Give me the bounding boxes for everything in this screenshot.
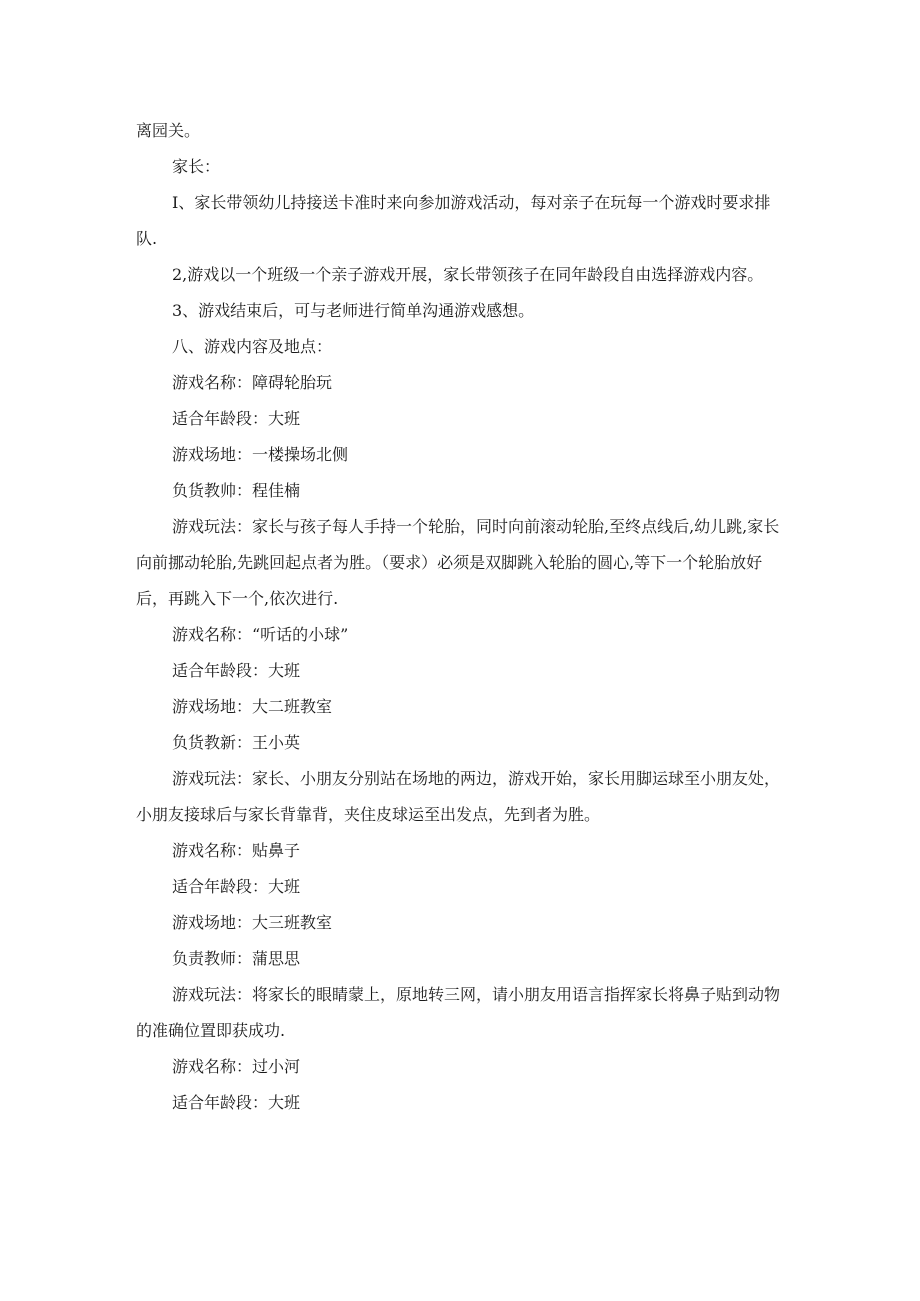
game1-teacher: 负货教帅：程佳楠 <box>172 481 301 500</box>
game3-rules: 游戏玩法：将家长的眼睛蒙上，原地转三网，请小朋友用语言指挥家长将鼻子贴到动物的准确位置即获成功. <box>136 985 781 1040</box>
paragraph-continuation: 离园关。 <box>136 121 201 140</box>
game2-name: 游戏名称：“听话的小球” <box>172 625 349 644</box>
paragraph-parents-rule-3: 3、游戏结束后，可与老师进行简单沟通游戏感想。 <box>172 301 535 320</box>
game2-teacher: 负货教新：王小英 <box>172 733 301 752</box>
section-heading-games: 八、游戏内容及地点： <box>172 337 333 356</box>
game1-rules: 游戏玩法：家长与孩子每人手持一个轮胎，同时向前滚动轮胎,至终点线后,幼儿跳,家长向前挪动轮胎,先跳回起点者为胜。（要求）必须是双脚跳入轮胎的圆心,等下一个轮胎放好后，再跳入下一个,依次进行. <box>136 517 780 608</box>
game4-name: 游戏名称：过小河 <box>172 1057 301 1076</box>
game1-venue: 游戏场地：一楼操场北侧 <box>172 445 349 464</box>
game4-age: 适合年龄段：大班 <box>172 1093 301 1112</box>
game1-age: 适合年龄段：大班 <box>172 409 301 428</box>
paragraph-parents-rule-2: 2,游戏以一个班级一个亲子游戏开展，家长带领孩子在同年龄段自由选择游戏内容。 <box>172 265 764 284</box>
game2-venue: 游戏场地：大二班教室 <box>172 697 333 716</box>
game2-rules: 游戏玩法：家长、小朋友分别站在场地的两边，游戏开始，家长用脚运球至小朋友处，小朋友接球后与家长背靠背，夹住皮球运至出发点，先到者为胜。 <box>136 769 781 824</box>
game1-name: 游戏名称：障碍轮胎玩 <box>172 373 333 392</box>
game3-teacher: 负责教师：蒲思思 <box>172 949 301 968</box>
paragraph-parents-rule-1: I、家长带领幼儿持接送卡准时来向参加游戏活动，每对亲子在玩每一个游戏时要求排队. <box>136 193 771 248</box>
game3-age: 适合年龄段：大班 <box>172 877 301 896</box>
game3-name: 游戏名称：贴鼻子 <box>172 841 301 860</box>
document-page <box>136 113 782 1121</box>
game2-age: 适合年龄段：大班 <box>172 661 301 680</box>
game3-venue: 游戏场地：大三班教室 <box>172 913 333 932</box>
paragraph-parents-heading: 家长： <box>172 157 221 176</box>
